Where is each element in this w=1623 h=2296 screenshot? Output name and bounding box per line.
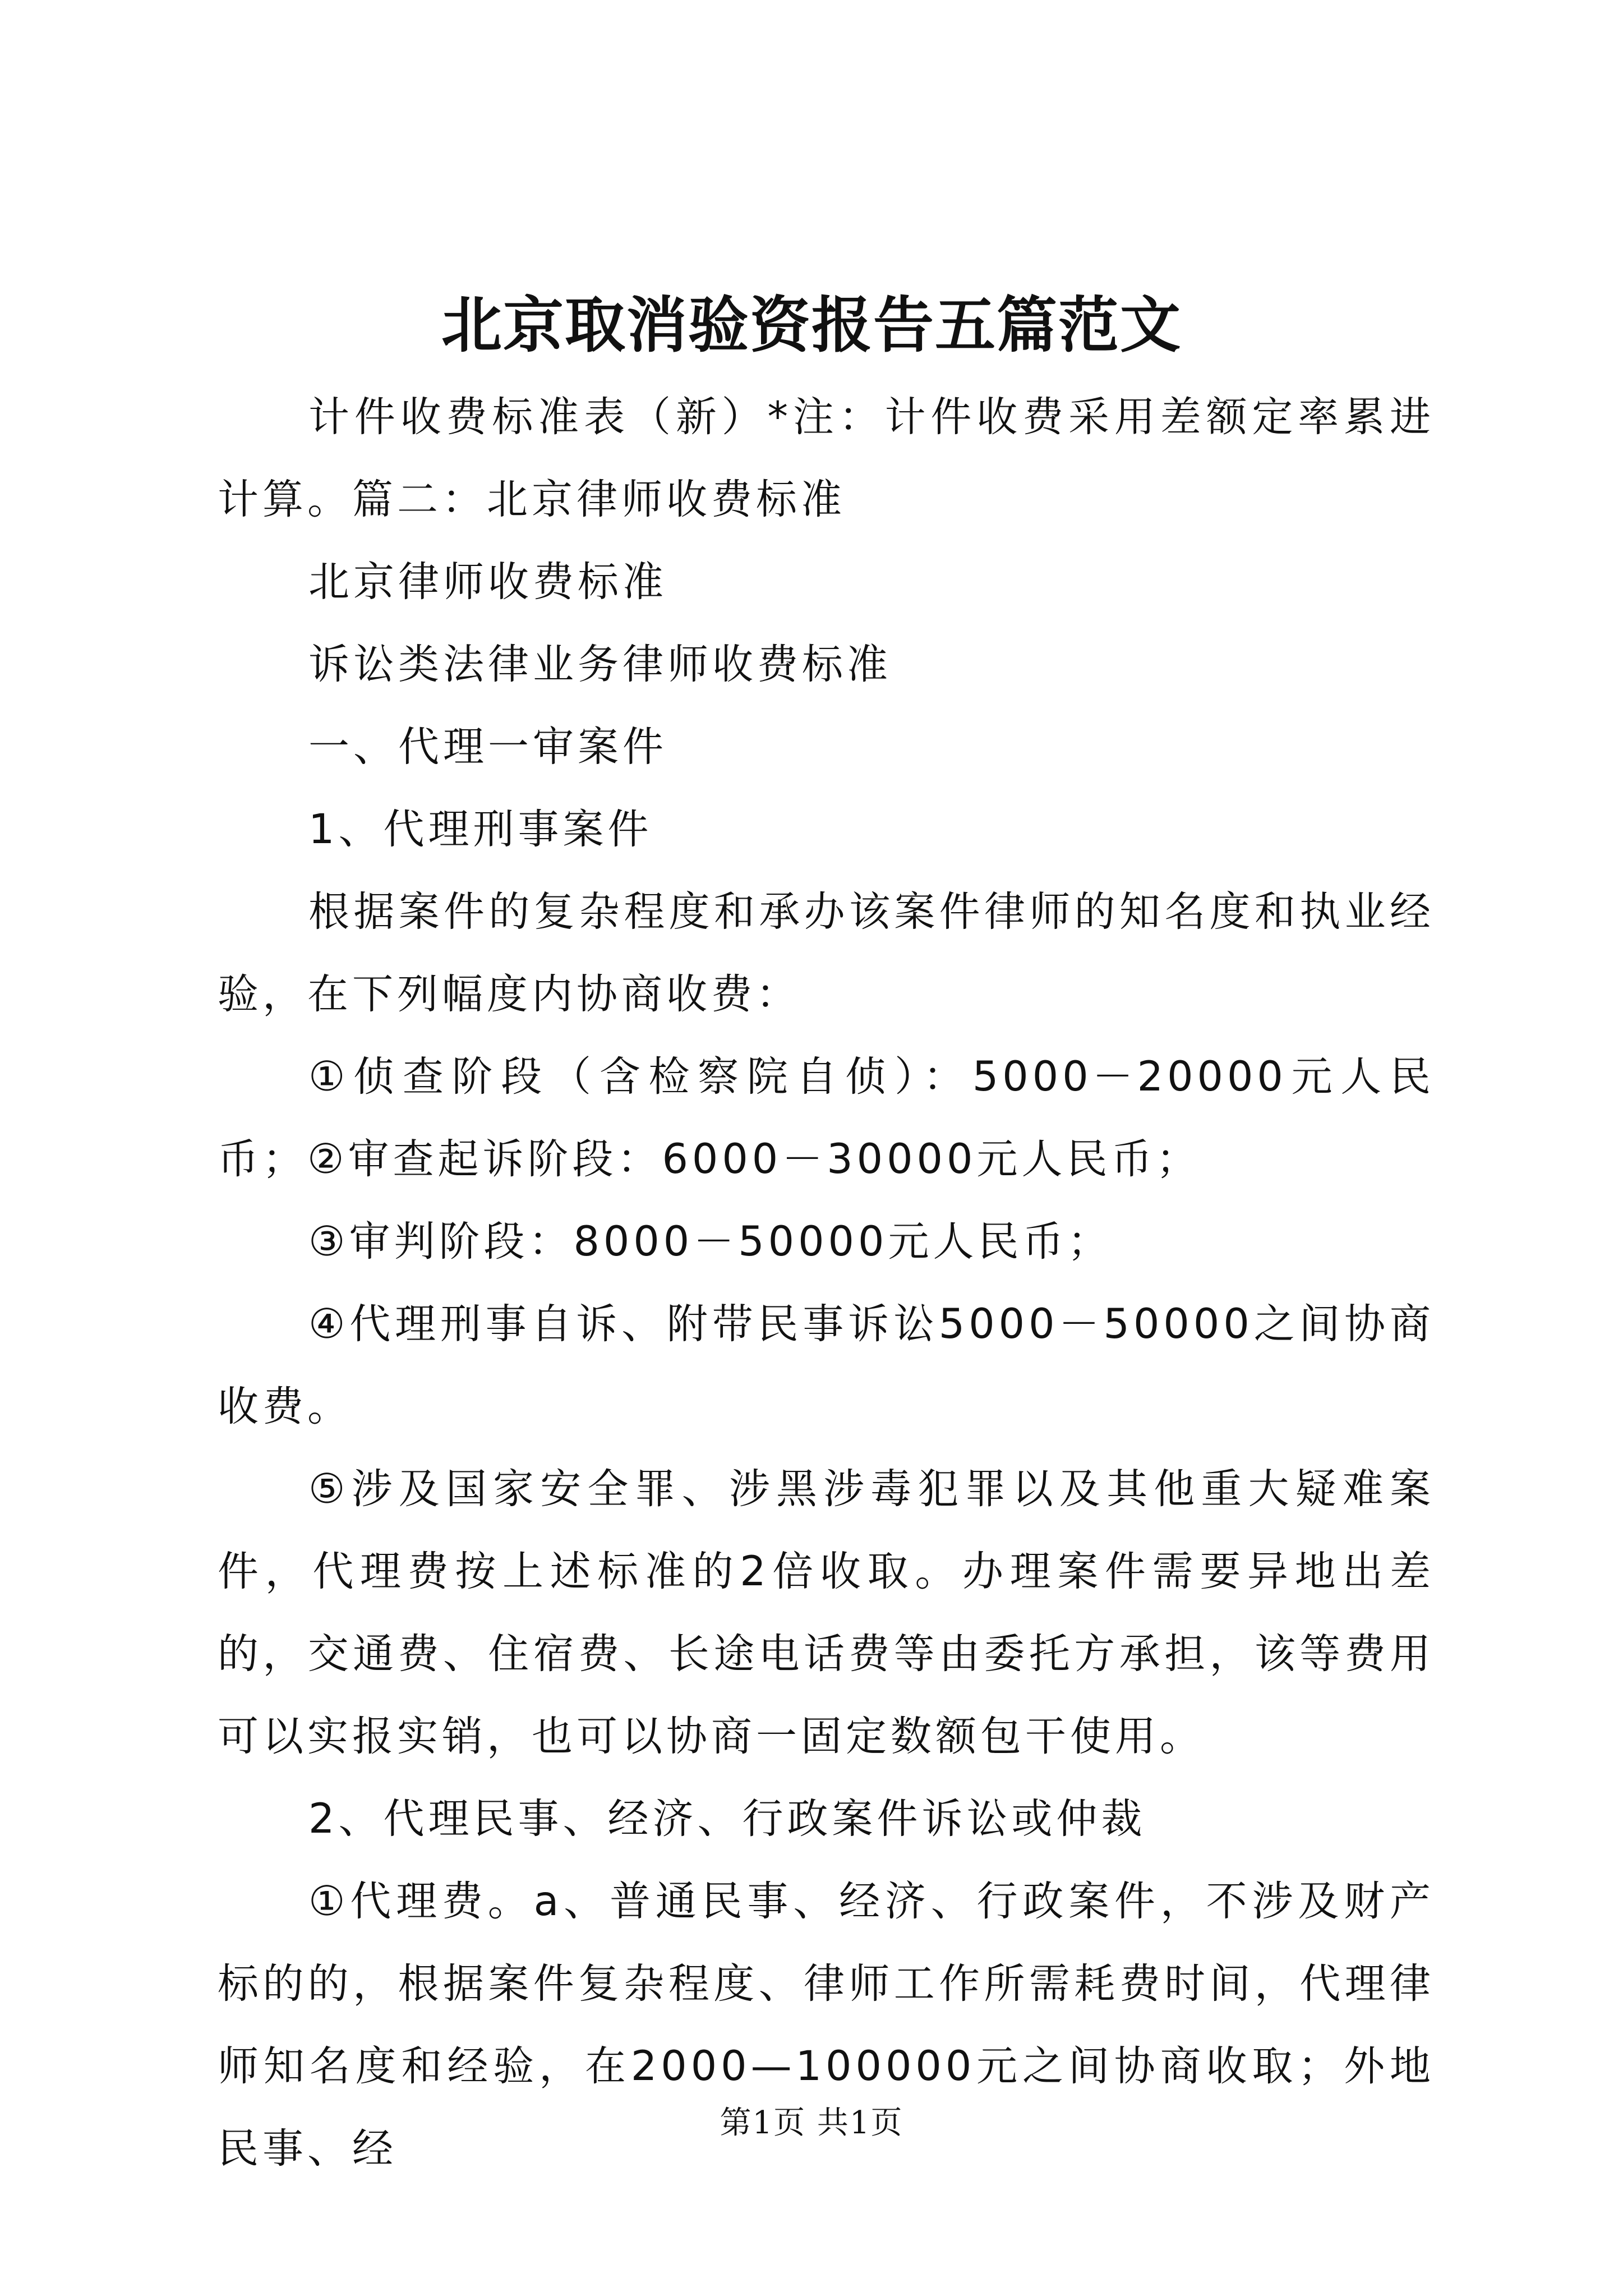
page-footer: 第1页 共1页 — [720, 2105, 903, 2141]
subsection-heading: 2、代理民事、经济、行政案件诉讼或仲裁 — [308, 1795, 1146, 1843]
subsection-heading: 1、代理刑事案件 — [308, 806, 653, 853]
paragraph: ④代理刑事自诉、附带民事诉讼5000－50000之间协商收费。 — [218, 1300, 1435, 1430]
paragraph: ③审判阶段：8000－50000元人民币； — [308, 1218, 1113, 1266]
section-heading: 一、代理一审案件 — [308, 723, 667, 771]
paragraph: ①代理费。a、普通民事、经济、行政案件，不涉及财产标的的，根据案件复杂程度、律师工作所需耗费时间，代理律师知名度和经验，在2000—100000元之间协商收取；外地民事、经 — [218, 1878, 1435, 2173]
document-body — [218, 376, 1435, 2190]
paragraph: ⑤涉及国家安全罪、涉黑涉毒犯罪以及其他重大疑难案件，代理费按上述标准的2倍收取。办理案件需要异地出差的，交通费、住宿费、长途电话费等由委托方承担，该等费用可以实报实销，也可以协商一固定数额包干使用。 — [218, 1465, 1435, 1760]
paragraph: 北京律师收费标准 — [308, 558, 667, 606]
paragraph: ①侦查阶段（含检察院自侦）：5000－20000元人民币；②审查起诉阶段：6000－30000元人民币； — [218, 1053, 1435, 1183]
paragraph: 诉讼类法律业务律师收费标准 — [308, 641, 892, 688]
paragraph: 根据案件的复杂程度和承办该案件律师的知名度和执业经验，在下列幅度内协商收费： — [218, 888, 1435, 1018]
document-title: 北京取消验资报告五篇范文 — [441, 290, 1182, 361]
paragraph: 计件收费标准表（新）*注：计件收费采用差额定率累进计算。篇二：北京律师收费标准 — [218, 393, 1435, 523]
